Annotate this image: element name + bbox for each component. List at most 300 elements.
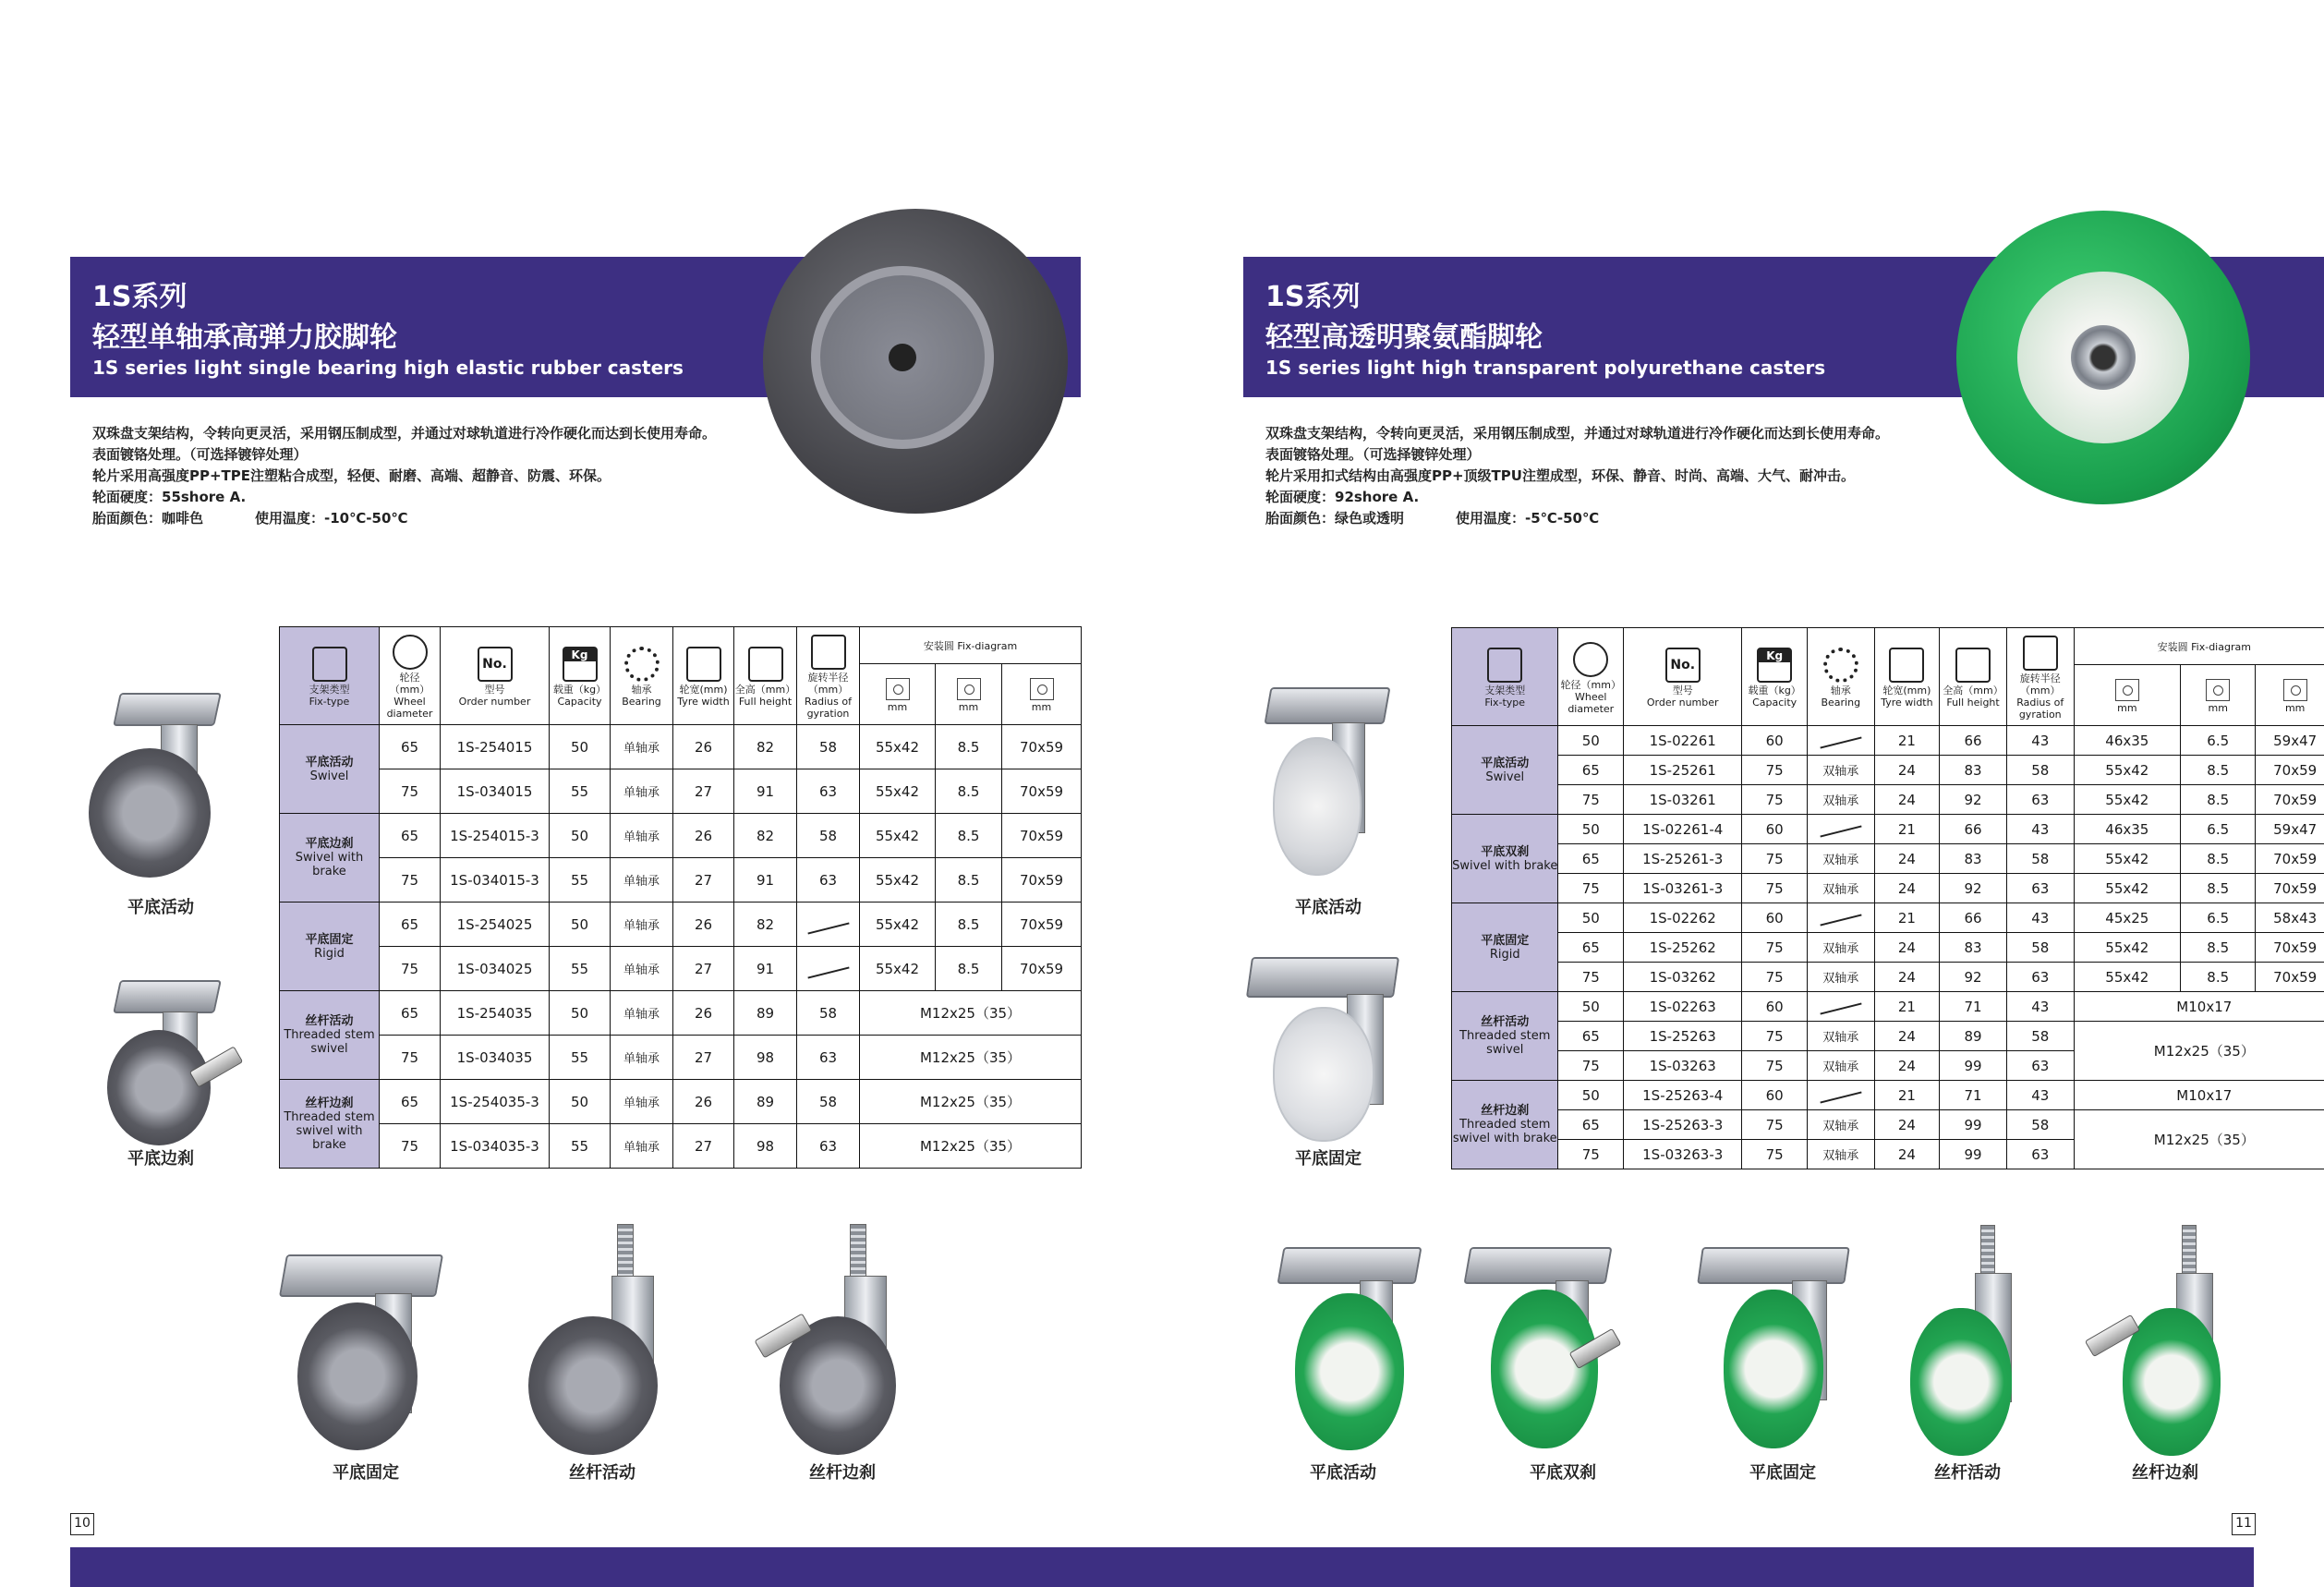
tyre-width-cell: 27 — [673, 947, 734, 991]
radius-cell: 43 — [2006, 903, 2074, 933]
tyre-width-cell: 24 — [1874, 756, 1940, 785]
bearing-cell — [1807, 903, 1874, 933]
fix-size-cell: 55x42 — [2074, 844, 2180, 874]
radius-icon — [2023, 636, 2058, 671]
transparent-swivel-caster-image — [1254, 682, 1402, 885]
col-bearing: 轴承 Bearing — [1807, 628, 1874, 726]
diameter-cell: 75 — [1558, 785, 1624, 815]
full-height-cell: 82 — [734, 725, 797, 769]
fix-size-cell: 6.5 — [2181, 815, 2256, 844]
weight-icon: Kg — [563, 647, 598, 682]
order-number-cell: 1S-254035 — [441, 991, 550, 1036]
diameter-cell: 65 — [380, 725, 441, 769]
table-row — [1452, 756, 2324, 785]
right-en-title: 1S series light high transparent polyurethane casters — [1265, 357, 1826, 379]
bearing-cell: 单轴承 — [611, 1036, 673, 1080]
diameter-cell: 50 — [1558, 1081, 1624, 1110]
full-height-cell: 82 — [734, 814, 797, 858]
bottom-label-double-brake: 平底双刹 — [1530, 1463, 1596, 1483]
thread-size-cell: M12x25（35） — [860, 1036, 1082, 1080]
radius-cell: 63 — [2006, 785, 2074, 815]
capacity-cell: 55 — [550, 947, 611, 991]
fix-size-cell: 55x42 — [860, 769, 936, 814]
table-row — [1452, 992, 2324, 1022]
fix-size-cell: 70x59 — [1002, 769, 1082, 814]
type-cell: 平底双刹 Swivel with brake — [1452, 815, 1558, 903]
green-rigid-caster-image — [1696, 1238, 1853, 1460]
width-icon — [1889, 648, 1924, 683]
diameter-cell: 75 — [380, 769, 441, 814]
full-height-cell: 92 — [1940, 874, 2007, 903]
green-swivel-caster-image — [1271, 1238, 1428, 1460]
bearing-cell: 双轴承 — [1807, 1022, 1874, 1051]
left-description — [92, 423, 716, 529]
type-cell: 丝杆活动 Threaded stem swivel — [280, 991, 380, 1080]
order-number-cell: 1S-02263 — [1624, 992, 1742, 1022]
tyre-width-cell: 24 — [1874, 933, 1940, 963]
fix-size-cell: 58x43 — [2256, 903, 2324, 933]
radius-cell: 63 — [797, 1036, 860, 1080]
stem-brake-caster-image — [756, 1224, 931, 1455]
capacity-cell: 50 — [550, 1080, 611, 1124]
dash-line — [1820, 736, 1861, 748]
bearing-cell — [1807, 726, 1874, 756]
col-radius: 旋转半径（mm） Radius of gyration — [2006, 628, 2074, 726]
fix-size-cell: 8.5 — [936, 814, 1002, 858]
diameter-cell: 50 — [1558, 815, 1624, 844]
dash-line — [1820, 1002, 1861, 1014]
capacity-cell: 55 — [550, 1036, 611, 1080]
left-en-title: 1S series light single bearing high elastic rubber casters — [92, 357, 684, 379]
bottom-label-swivel: 平底活动 — [1310, 1463, 1376, 1483]
full-height-cell: 71 — [1940, 992, 2007, 1022]
fix-type-icon — [312, 647, 347, 682]
fix-plate-c: mm — [1002, 664, 1082, 725]
col-type: 支架类型 Fix-type — [280, 627, 380, 725]
fix-size-cell: 6.5 — [2181, 726, 2256, 756]
fix-size-cell: 55x42 — [860, 947, 936, 991]
table-row — [1452, 785, 2324, 815]
capacity-cell: 75 — [1742, 844, 1808, 874]
order-number-cell: 1S-25262 — [1624, 933, 1742, 963]
diameter-cell: 65 — [1558, 933, 1624, 963]
radius-cell: 63 — [797, 769, 860, 814]
bottom-label-stem-brake: 丝杆边刹 — [809, 1463, 876, 1483]
radius-cell: 43 — [2006, 992, 2074, 1022]
full-height-cell: 99 — [1940, 1140, 2007, 1169]
desc-line — [92, 508, 716, 529]
thread-size-cell: M12x25（35） — [860, 1124, 1082, 1169]
capacity-cell: 75 — [1742, 874, 1808, 903]
tyre-width-cell: 24 — [1874, 844, 1940, 874]
table-row — [280, 725, 1082, 769]
fix-size-cell: 6.5 — [2181, 903, 2256, 933]
fix-size-cell: 8.5 — [936, 858, 1002, 903]
table-row — [1452, 1081, 2324, 1110]
radius-cell: 43 — [2006, 1081, 2074, 1110]
diameter-icon — [1573, 642, 1608, 677]
plate-icon — [2206, 679, 2230, 701]
capacity-cell: 75 — [1742, 933, 1808, 963]
type-cell: 丝杆边刹 Threaded stem swivel with brake — [1452, 1081, 1558, 1169]
fix-size-cell: 8.5 — [936, 903, 1002, 947]
tyre-width-cell: 26 — [673, 991, 734, 1036]
fix-size-cell: 70x59 — [2256, 963, 2324, 992]
col-width: 轮宽(mm) Tyre width — [1874, 628, 1940, 726]
col-capacity: Kg 载重（kg） Capacity — [1742, 628, 1808, 726]
fix-plate-b: mm — [936, 664, 1002, 725]
width-icon — [686, 647, 721, 682]
full-height-cell: 99 — [1940, 1110, 2007, 1140]
footer-bar — [70, 1547, 2254, 1587]
thread-size-cell: M12x25（35） — [2074, 1110, 2324, 1169]
fix-size-cell: 55x42 — [2074, 785, 2180, 815]
order-number-cell: 1S-254025 — [441, 903, 550, 947]
tyre-width-cell: 27 — [673, 1124, 734, 1169]
radius-cell: 43 — [2006, 726, 2074, 756]
full-height-cell: 83 — [1940, 756, 2007, 785]
diameter-cell: 50 — [1558, 992, 1624, 1022]
diameter-cell: 75 — [1558, 874, 1624, 903]
temperature: 使用温度：-5℃-50℃ — [1456, 510, 1600, 527]
col-fix-diagram: 安装圆 Fix-diagram — [860, 627, 1082, 664]
tyre-width-cell: 27 — [673, 769, 734, 814]
capacity-cell: 75 — [1742, 1051, 1808, 1081]
tyre-width-cell: 26 — [673, 903, 734, 947]
radius-cell: 63 — [797, 858, 860, 903]
bearing-cell — [1807, 1081, 1874, 1110]
table-row — [280, 814, 1082, 858]
order-number-cell: 1S-02261-4 — [1624, 815, 1742, 844]
capacity-cell: 55 — [550, 1124, 611, 1169]
radius-cell: 43 — [2006, 815, 2074, 844]
radius-cell — [797, 903, 860, 947]
fix-type-icon — [1487, 648, 1522, 683]
radius-cell: 58 — [797, 725, 860, 769]
fix-size-cell: 8.5 — [2181, 844, 2256, 874]
table-row — [280, 991, 1082, 1036]
order-number-cell: 1S-25261-3 — [1624, 844, 1742, 874]
radius-cell: 58 — [2006, 1022, 2074, 1051]
fix-size-cell: 70x59 — [1002, 903, 1082, 947]
bearing-cell: 单轴承 — [611, 858, 673, 903]
desc-line — [1265, 508, 1889, 529]
radius-cell: 63 — [2006, 874, 2074, 903]
type-cell: 平底活动 Swivel — [280, 725, 380, 814]
tyre-width-cell: 24 — [1874, 963, 1940, 992]
right-spec-table — [1451, 627, 2324, 1169]
fix-size-cell: 8.5 — [2181, 933, 2256, 963]
bearing-cell: 双轴承 — [1807, 785, 1874, 815]
weight-icon: Kg — [1757, 648, 1792, 683]
bearing-cell: 单轴承 — [611, 991, 673, 1036]
tyre-color: 胎面颜色：咖啡色 — [92, 510, 204, 527]
order-number-cell: 1S-034015 — [441, 769, 550, 814]
tyre-width-cell: 24 — [1874, 785, 1940, 815]
diameter-cell: 65 — [380, 1080, 441, 1124]
table-row — [280, 903, 1082, 947]
tyre-width-cell: 21 — [1874, 726, 1940, 756]
diameter-cell: 50 — [1558, 726, 1624, 756]
plate-icon — [1030, 678, 1054, 700]
fix-plate-a: mm — [860, 664, 936, 725]
radius-cell: 58 — [797, 814, 860, 858]
full-height-cell: 92 — [1940, 963, 2007, 992]
plate-icon — [957, 678, 981, 700]
full-height-cell: 66 — [1940, 815, 2007, 844]
bearing-cell: 双轴承 — [1807, 1140, 1874, 1169]
full-height-cell: 89 — [734, 991, 797, 1036]
fix-size-cell: 70x59 — [2256, 756, 2324, 785]
capacity-cell: 60 — [1742, 1081, 1808, 1110]
side-label-rigid: 平底固定 — [1295, 1149, 1362, 1169]
fix-size-cell: 8.5 — [2181, 963, 2256, 992]
right-series-title: 1S系列 — [1265, 281, 1361, 313]
table-row — [280, 1080, 1082, 1124]
thread-size-cell: M12x25（35） — [860, 1080, 1082, 1124]
thread-size-cell: M10x17 — [2074, 992, 2324, 1022]
full-height-cell: 91 — [734, 769, 797, 814]
stem-swivel-caster-image — [523, 1224, 698, 1455]
radius-cell — [797, 947, 860, 991]
bottom-label-rigid: 平底固定 — [333, 1463, 399, 1483]
tyre-width-cell: 27 — [673, 858, 734, 903]
fix-size-cell: 55x42 — [2074, 933, 2180, 963]
capacity-cell: 55 — [550, 769, 611, 814]
capacity-cell: 60 — [1742, 903, 1808, 933]
bearing-cell: 双轴承 — [1807, 756, 1874, 785]
diameter-cell: 65 — [380, 903, 441, 947]
capacity-cell: 60 — [1742, 815, 1808, 844]
capacity-cell: 75 — [1742, 1022, 1808, 1051]
fix-size-cell: 8.5 — [2181, 785, 2256, 815]
fix-size-cell: 8.5 — [936, 947, 1002, 991]
order-number-cell: 1S-03263 — [1624, 1051, 1742, 1081]
fix-size-cell: 46x35 — [2074, 815, 2180, 844]
fix-size-cell: 59x47 — [2256, 815, 2324, 844]
tyre-width-cell: 24 — [1874, 1110, 1940, 1140]
bearing-cell: 双轴承 — [1807, 963, 1874, 992]
order-number-cell: 1S-02261 — [1624, 726, 1742, 756]
fix-plate-c: mm — [2256, 665, 2324, 726]
bearing-cell: 单轴承 — [611, 903, 673, 947]
col-bearing: 轴承 Bearing — [611, 627, 673, 725]
bottom-label-stem-swivel: 丝杆活动 — [569, 1463, 635, 1483]
order-number-cell: 1S-03262 — [1624, 963, 1742, 992]
green-stem-brake-caster-image — [2086, 1225, 2243, 1460]
type-cell: 平底边刹 Swivel with brake — [280, 814, 380, 903]
fix-size-cell: 55x42 — [2074, 963, 2180, 992]
tyre-width-cell: 24 — [1874, 1140, 1940, 1169]
height-icon — [1955, 648, 1991, 683]
order-number-cell: 1S-034035-3 — [441, 1124, 550, 1169]
fix-size-cell: 59x47 — [2256, 726, 2324, 756]
full-height-cell: 99 — [1940, 1051, 2007, 1081]
col-diameter: 轮径（mm） Wheel diameter — [1558, 628, 1624, 726]
order-number-cell: 1S-254015 — [441, 725, 550, 769]
desc-line: 双珠盘支架结构，令转向更灵活，采用钢压制成型，并通过对球轨道进行冷作硬化而达到长使用寿命。 — [1265, 425, 1890, 442]
fix-size-cell: 8.5 — [2181, 756, 2256, 785]
bearing-cell: 双轴承 — [1807, 933, 1874, 963]
full-height-cell: 98 — [734, 1036, 797, 1080]
radius-cell: 58 — [797, 1080, 860, 1124]
thread-size-cell: M12x25（35） — [860, 991, 1082, 1036]
diameter-cell: 75 — [1558, 963, 1624, 992]
table-row — [280, 769, 1082, 814]
rigid-caster-image — [273, 1247, 449, 1460]
swivel-caster-image — [89, 684, 236, 887]
table-row — [1452, 815, 2324, 844]
thread-size-cell: M12x25（35） — [2074, 1022, 2324, 1081]
bearing-cell — [1807, 992, 1874, 1022]
full-height-cell: 82 — [734, 903, 797, 947]
fix-size-cell: 70x59 — [2256, 874, 2324, 903]
bearing-cell: 双轴承 — [1807, 1110, 1874, 1140]
tyre-width-cell: 26 — [673, 725, 734, 769]
col-width: 轮宽(mm) Tyre width — [673, 627, 734, 725]
left-spec-table — [279, 626, 1082, 1169]
fix-size-cell: 55x42 — [860, 858, 936, 903]
desc-line: 表面镀铬处理。（可选择镀锌处理） — [92, 446, 308, 463]
bottom-label-stem-swivel: 丝杆活动 — [1934, 1463, 2001, 1483]
tyre-width-cell: 24 — [1874, 874, 1940, 903]
table-row — [280, 1124, 1082, 1169]
radius-cell: 58 — [2006, 844, 2074, 874]
fix-size-cell: 70x59 — [2256, 785, 2324, 815]
green-double-brake-caster-image — [1463, 1238, 1620, 1460]
table-row — [1452, 1022, 2324, 1051]
capacity-cell: 50 — [550, 725, 611, 769]
diameter-cell: 75 — [1558, 1140, 1624, 1169]
full-height-cell: 89 — [1940, 1022, 2007, 1051]
left-series-title: 1S系列 — [92, 281, 188, 313]
grey-wheel-image — [763, 209, 1068, 514]
type-cell: 平底活动 Swivel — [1452, 726, 1558, 815]
fix-size-cell: 8.5 — [2181, 874, 2256, 903]
full-height-cell: 71 — [1940, 1081, 2007, 1110]
plate-icon — [2283, 679, 2307, 701]
page-number: 10 — [70, 1513, 94, 1535]
diameter-cell: 75 — [380, 947, 441, 991]
bottom-label-rigid: 平底固定 — [1749, 1463, 1816, 1483]
tyre-color: 胎面颜色：绿色或透明 — [1265, 510, 1405, 527]
order-number-cell: 1S-03261-3 — [1624, 874, 1742, 903]
fix-plate-b: mm — [2181, 665, 2256, 726]
radius-cell: 58 — [2006, 1110, 2074, 1140]
radius-cell: 63 — [2006, 963, 2074, 992]
desc-line: 轮片采用高强度PP+TPE注塑粘合成型，轻便、耐磨、高端、超静音、防震、环保。 — [92, 467, 611, 484]
capacity-cell: 50 — [550, 814, 611, 858]
diameter-cell: 75 — [380, 858, 441, 903]
bearing-icon — [1823, 648, 1858, 683]
capacity-cell: 55 — [550, 858, 611, 903]
desc-line: 双珠盘支架结构，令转向更灵活，采用钢压制成型，并通过对球轨道进行冷作硬化而达到长使用寿命。 — [92, 425, 717, 442]
col-radius: 旋转半径（mm） Radius of gyration — [797, 627, 860, 725]
order-number-cell: 1S-034015-3 — [441, 858, 550, 903]
side-label-swivel: 平底活动 — [1295, 898, 1362, 917]
order-number-cell: 1S-25261 — [1624, 756, 1742, 785]
order-number-cell: 1S-25263-4 — [1624, 1081, 1742, 1110]
col-diameter: 轮径（mm） Wheel diameter — [380, 627, 441, 725]
diameter-cell: 75 — [380, 1036, 441, 1080]
col-fix-diagram: 安装圆 Fix-diagram — [2074, 628, 2324, 665]
tyre-width-cell: 21 — [1874, 815, 1940, 844]
full-height-cell: 91 — [734, 947, 797, 991]
full-height-cell: 66 — [1940, 726, 2007, 756]
bearing-cell: 双轴承 — [1807, 1051, 1874, 1081]
fix-size-cell: 55x42 — [860, 814, 936, 858]
tyre-width-cell: 24 — [1874, 1051, 1940, 1081]
plate-icon — [886, 678, 910, 700]
fix-size-cell: 70x59 — [2256, 933, 2324, 963]
dash-line — [807, 966, 849, 978]
type-cell: 平底固定 Rigid — [1452, 903, 1558, 992]
radius-cell: 58 — [797, 991, 860, 1036]
number-icon: No. — [478, 647, 513, 682]
capacity-cell: 75 — [1742, 963, 1808, 992]
fix-size-cell: 55x42 — [2074, 874, 2180, 903]
table-row — [1452, 963, 2324, 992]
diameter-cell: 75 — [1558, 1051, 1624, 1081]
order-number-cell: 1S-254035-3 — [441, 1080, 550, 1124]
order-number-cell: 1S-02262 — [1624, 903, 1742, 933]
side-label-swivel: 平底活动 — [127, 898, 194, 917]
fix-size-cell: 70x59 — [1002, 814, 1082, 858]
fix-size-cell: 8.5 — [936, 725, 1002, 769]
diameter-cell: 75 — [380, 1124, 441, 1169]
dash-line — [1820, 914, 1861, 926]
capacity-cell: 75 — [1742, 785, 1808, 815]
diameter-cell: 65 — [1558, 844, 1624, 874]
capacity-cell: 50 — [550, 991, 611, 1036]
table-row — [280, 947, 1082, 991]
capacity-cell: 60 — [1742, 992, 1808, 1022]
number-icon: No. — [1665, 648, 1701, 683]
full-height-cell: 89 — [734, 1080, 797, 1124]
fix-size-cell: 70x59 — [1002, 947, 1082, 991]
diameter-cell: 65 — [380, 991, 441, 1036]
tyre-width-cell: 21 — [1874, 1081, 1940, 1110]
fix-size-cell: 70x59 — [1002, 725, 1082, 769]
diameter-cell: 65 — [380, 814, 441, 858]
side-label-brake: 平底边刹 — [127, 1149, 194, 1169]
desc-line: 轮片采用扣式结构由高强度PP+顶级TPU注塑成型，环保、静音、时尚、高端、大气、耐冲击。 — [1265, 467, 1855, 484]
tyre-width-cell: 27 — [673, 1036, 734, 1080]
full-height-cell: 91 — [734, 858, 797, 903]
table-row — [1452, 933, 2324, 963]
type-cell: 平底固定 Rigid — [280, 903, 380, 991]
desc-line: 轮面硬度：55shore A. — [92, 489, 247, 505]
bearing-icon — [624, 647, 660, 682]
height-icon — [748, 647, 783, 682]
order-number-cell: 1S-254015-3 — [441, 814, 550, 858]
page-number: 11 — [2232, 1513, 2256, 1535]
col-order: No. 型号 Order number — [1624, 628, 1742, 726]
diameter-cell: 65 — [1558, 1022, 1624, 1051]
diameter-cell: 50 — [1558, 903, 1624, 933]
fix-size-cell: 8.5 — [936, 769, 1002, 814]
dash-line — [807, 922, 849, 934]
order-number-cell: 1S-25263-3 — [1624, 1110, 1742, 1140]
thread-size-cell: M10x17 — [2074, 1081, 2324, 1110]
full-height-cell: 83 — [1940, 933, 2007, 963]
dash-line — [1820, 1091, 1861, 1103]
fix-size-cell: 55x42 — [860, 903, 936, 947]
table-row — [1452, 1110, 2324, 1140]
table-row — [280, 1036, 1082, 1080]
radius-cell: 58 — [2006, 756, 2074, 785]
transparent-rigid-caster-image — [1245, 951, 1411, 1145]
